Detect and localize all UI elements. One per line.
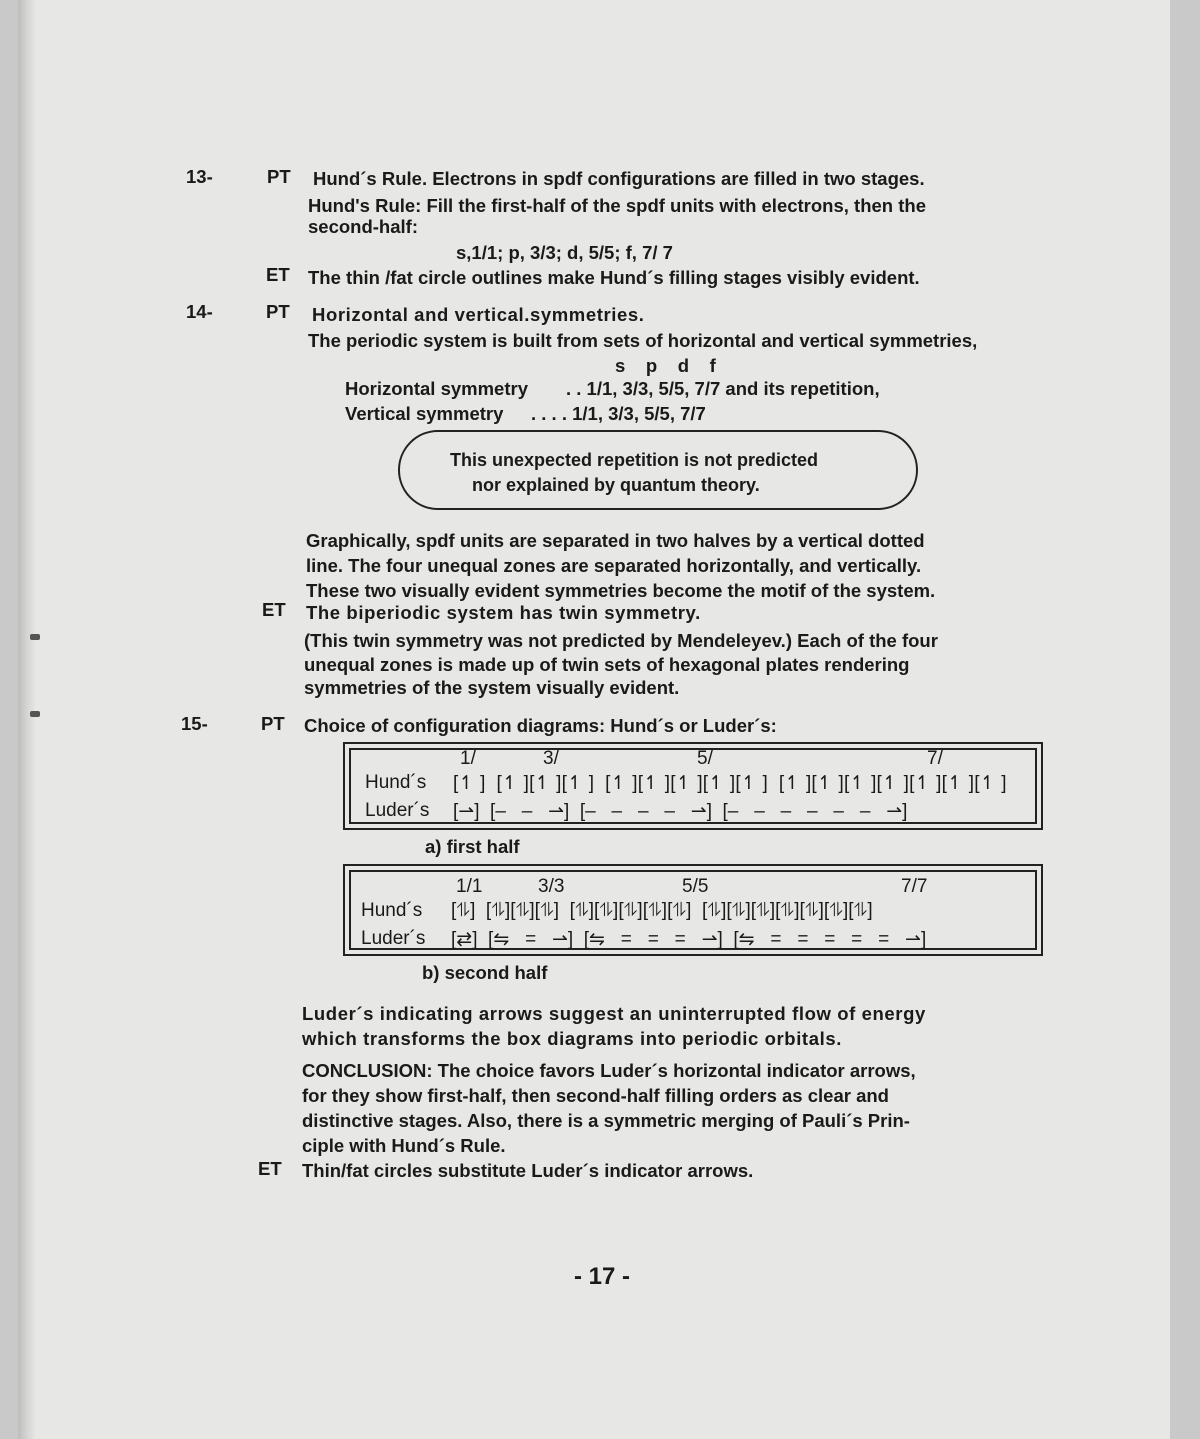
group-heading: 1/ [460,748,476,769]
conclusion-line-3: distinctive stages. Also, there is a symmetric merging of Pauli´s Prin- [302,1110,910,1131]
section-15-pt-tag: PT [261,713,285,734]
callout-line-1: This unexpected repetition is not predicted [450,450,819,470]
conclusion-line-4: ciple with Hund´s Rule. [302,1135,506,1156]
spdf-header: s p d f [615,355,716,376]
luder-row-label: Luder´s [361,928,426,949]
section-13-line-1: Hund´s Rule. Electrons in spdf configurations are filled in two stages. [313,168,925,189]
diagram-box-second-half [343,864,1043,956]
graphically-line-3: These two visually evident symmetries become the motif of the system. [306,580,936,601]
section-13-number: 13- [186,166,213,187]
section-13-line-2: Hund's Rule: Fill the first-half of the spdf units with electrons, then the [308,195,926,216]
section-14-et-line-4: symmetries of the system visually evident. [304,677,680,698]
diagram-box-first-half [343,742,1043,830]
vertical-symmetry-label: Vertical symmetry [345,403,504,424]
luder-row-diagram: [⇀] [– – ⇀] [– – – – ⇀] [– – – – – – ⇀] [453,801,908,822]
graphically-line-2: line. The four unequal zones are separated horizontally, and vertically. [306,555,922,576]
staple-mark [30,634,40,640]
section-13-pt-tag: PT [267,166,291,187]
section-14-et-line-2: (This twin symmetry was not predicted by Mendeleyev.) Each of the four [304,630,938,651]
section-14-et-line-1: The biperiodic system has twin symmetry. [306,602,701,623]
hund-row-label: Hund´s [361,900,423,921]
group-heading: 3/3 [538,876,565,897]
group-heading: 1/1 [456,876,483,897]
caption-second-half: b) second half [422,962,548,983]
luder-paragraph-line-2: which transforms the box diagrams into periodic orbitals. [302,1028,842,1049]
caption-first-half: a) first half [425,836,520,857]
group-heading: 3/ [543,748,559,769]
callout-line-2: nor explained by quantum theory. [472,475,760,495]
binding-edge [18,0,36,1439]
section-13-et-tag: ET [266,264,290,285]
graphically-line-1: Graphically, spdf units are separated in two halves by a vertical dotted [306,530,925,551]
conclusion-line-2: for they show first-half, then second-half filling orders as clear and [302,1085,889,1106]
section-13-et-text: The thin /fat circle outlines make Hund´s filling stages visibly evident. [308,267,920,288]
vertical-symmetry-values: . . . . 1/1, 3/3, 5/5, 7/7 [531,403,706,424]
section-14-number: 14- [186,301,213,322]
horizontal-symmetry-label: Horizontal symmetry [345,378,528,399]
section-15-et-text: Thin/fat circles substitute Luder´s indicator arrows. [302,1160,754,1181]
section-14-line-1: The periodic system is built from sets of horizontal and vertical symmetries, [308,330,978,351]
staple-mark [30,711,40,717]
section-14-title: Horizontal and vertical.symmetries. [312,304,645,325]
section-14-et-line-3: unequal zones is made up of twin sets of hexagonal plates rendering [304,654,910,675]
section-14-et-tag: ET [262,599,286,620]
group-heading: 5/ [697,748,713,769]
horizontal-symmetry-values: . . 1/1, 3/3, 5/5, 7/7 and its repetition, [566,378,880,399]
section-15-number: 15- [181,713,208,734]
group-heading: 7/7 [901,876,928,897]
group-heading: 5/5 [682,876,709,897]
group-heading: 7/ [927,748,943,769]
hund-row-label: Hund´s [365,772,427,793]
hund-row-diagram: [↿ ] [↿ ][↿ ][↿ ] [↿ ][↿ ][↿ ][↿ ][↿ ] [↿ ][↿ ][↿ ][↿ ][↿ ][↿ ][↿ ] [453,773,1007,794]
section-14-pt-tag: PT [266,301,290,322]
hund-row-diagram: [⥮] [⥮][⥮][⥮] [⥮][⥮][⥮][⥮][⥮] [⥮][⥮][⥮][⥮][⥮][⥮][⥮] [451,900,873,921]
page-number: - 17 - [574,1263,631,1290]
section-15-title: Choice of configuration diagrams: Hund´s or Luder´s: [304,715,777,736]
luder-row-diagram: [⇄] [⇋ = ⇀] [⇋ = = = ⇀] [⇋ = = = = = ⇀] [451,929,927,950]
conclusion-line-1: CONCLUSION: The choice favors Luder´s horizontal indicator arrows, [302,1060,916,1081]
luder-row-label: Luder´s [365,800,430,821]
section-15-et-tag: ET [258,1158,282,1179]
section-13-fill-values: s,1/1; p, 3/3; d, 5/5; f, 7/ 7 [456,242,673,263]
section-13-line-3: second-half: [308,216,418,237]
luder-paragraph-line-1: Luder´s indicating arrows suggest an uninterrupted flow of energy [302,1003,926,1024]
callout-oval [398,430,918,510]
